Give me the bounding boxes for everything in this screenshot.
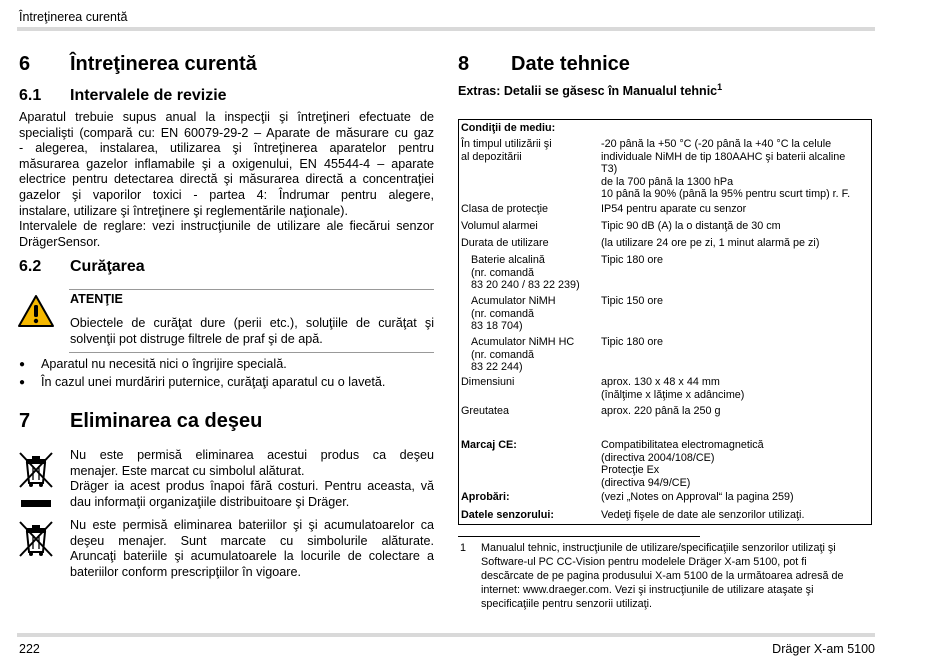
section-6-number: 6 (19, 53, 31, 75)
warning-bottom-rule (69, 352, 434, 353)
subtitle-text: Extras: Detalii se găsesc în Manualul tehnic (458, 84, 718, 99)
paragraph-line: Aruncaţi bateriile şi acumulatoarele la locurile de colectare a (70, 549, 434, 564)
alarm-label: Volumul alarmei (461, 220, 538, 232)
nimh-hc-value: Tipic 180 ore (601, 336, 664, 348)
product-name: Dräger X-am 5100 (772, 642, 875, 656)
warning-text (70, 316, 434, 347)
nimh-value: Tipic 150 ore (601, 295, 664, 307)
paragraph-line: măsurarea gazelor inflamabile şi a oxigenului, EN 45544-4 – aparate (19, 156, 434, 171)
paragraph-line: Nu este permisă eliminarea bateriilor şi şi acumulatoarelor ca (70, 518, 434, 532)
value-line: (directiva 2004/108/CE) (601, 451, 715, 464)
value-line: 10 până la 90% (până la 95% pentru scurt timp) r. F. (601, 188, 851, 201)
label-line: (nr. comandă (471, 307, 535, 320)
weight-label: Greutatea (461, 405, 510, 417)
nimh-hc-label (471, 336, 574, 374)
label-line: Acumulator NiMH (471, 295, 556, 307)
footnote-line: Software-ul PC CC-Vision pentru modelele Dräger X-am 5100, pot fi (481, 556, 807, 568)
bullet-item: Aparatul nu necesită nici o îngrijire specială. (41, 357, 287, 371)
value-line: Protecţie Ex (601, 464, 660, 477)
paragraph-line: DrägerSensor. (19, 234, 101, 249)
disposal-text-2 (70, 518, 434, 580)
protection-value: IP54 pentru aparate cu senzor (601, 203, 747, 215)
label-line: 83 18 704) (471, 320, 523, 333)
footnote-ref[interactable]: 1 (717, 82, 723, 92)
footnote-line: specificaţiile pentru senzorii utilizaţi. (481, 598, 653, 610)
section-6-2-number: 6.2 (19, 258, 42, 275)
ce-value (601, 439, 764, 489)
footnote-line: Manualul tehnic, instrucţiunile de utilizare/specificaţiile senzorilor utilizaţi şi (481, 542, 836, 554)
page-number: 222 (19, 642, 40, 656)
storage-value (601, 138, 850, 201)
alarm-value: Tipic 90 dB (A) la o distanţă de 30 cm (601, 220, 781, 232)
footer-rule (17, 633, 875, 637)
value-line: (înălţime x lăţime x adâncime) (601, 388, 745, 401)
paragraph-line: instalare, utilizare şi întreţinere şi reglementările naţionale). (19, 203, 348, 218)
paragraph-line: Nu este permisă eliminarea acestui produs ca deşeu (70, 448, 434, 462)
label-line: al depozitării (461, 150, 522, 163)
section-6-1-text (19, 110, 434, 250)
section-8-title: Date tehnice (511, 53, 630, 75)
env-header: Condiţii de mediu: (461, 122, 556, 134)
label-line: (nr. comandă (471, 266, 535, 279)
paragraph-line: menajer. Este marcat cu simbolul alăturat. (70, 463, 305, 478)
value-line: T3) (601, 163, 618, 176)
crossed-bin-icon (17, 450, 55, 490)
paragraph-line: Dräger ia acest produs înapoi fără costuri. Pentru aceasta, vă (70, 479, 434, 494)
footnote-line: internet: www.draeger.com. Vezi şi instrucţiunile de utilizare ataşate şi (481, 584, 814, 596)
footnote-rule (458, 536, 700, 537)
nimh-label (471, 295, 556, 333)
alkaline-label (471, 254, 580, 292)
section-8-number: 8 (458, 53, 470, 75)
duration-value: (la utilizare 24 ore pe zi, 1 minut alarmă pe zi) (601, 237, 820, 249)
label-line: (nr. comandă (471, 348, 535, 361)
value-line: de la 700 până la 1300 hPa (601, 175, 734, 188)
alkaline-value: Tipic 180 ore (601, 254, 664, 266)
section-7-number: 7 (19, 410, 31, 432)
label-line: 83 20 240 / 83 22 239) (471, 279, 580, 292)
technical-data-table (458, 119, 872, 525)
label-line: În timpul utilizării şi (461, 138, 552, 150)
warning-top-rule (69, 289, 434, 290)
warning-title: ATENŢIE (70, 292, 123, 306)
section-7-title: Eliminarea ca deşeu (70, 410, 263, 432)
warning-line: Obiectele de curăţat dure (perii etc.), soluţiile de curăţat şi (70, 316, 434, 330)
bullet-icon: ● (19, 359, 26, 370)
paragraph-line: specialişti (compară cu: EN 60079-29-2 – Aparate de măsurare cu gaz (19, 125, 434, 140)
weee-date-bar (21, 500, 51, 507)
dimensions-value (601, 376, 744, 401)
sensor-data-label: Datele senzorului: (461, 509, 554, 521)
paragraph-line: Aparatul trebuie supus anual la inspecţii şi întreţineri efectuate de (19, 110, 434, 124)
sensor-data-value: Vedeţi fişele de date ale senzorilor utilizaţi. (601, 509, 805, 521)
paragraph-line: - alegerea, instalarea, utilizarea şi întreţinerea aparatelor pentru (19, 141, 434, 156)
paragraph-line: gazelor şi vaporilor toxici - partea 4: Îndrumar pentru alegere, (19, 187, 434, 202)
label-line: Acumulator NiMH HC (471, 336, 575, 348)
value-line: -20 până la +50 °C (-20 până la +40 °C la celule (601, 138, 832, 150)
crossed-battery-bin-icon (17, 519, 55, 559)
section-6-title: Întreţinerea curentă (70, 53, 257, 75)
footnote-number: 1 (460, 542, 467, 554)
section-6-1-number: 6.1 (19, 87, 42, 104)
paragraph-line: dau informaţii organizaţiile distribuitoare şi Dräger. (70, 494, 350, 509)
value-line: (directiva 94/9/CE) (601, 476, 691, 489)
approvals-value[interactable]: (vezi „Notes on Approval“ la pagina 259) (601, 491, 794, 503)
footnote-text (481, 541, 876, 611)
label-line: 83 22 244) (471, 361, 523, 374)
bullet-icon: ● (19, 377, 26, 388)
technical-data-subtitle (458, 82, 722, 98)
section-6-1-title: Intervalele de revizie (70, 87, 227, 104)
weight-value: aprox. 220 până la 250 g (601, 405, 721, 417)
running-header: Întreţinerea curentă (19, 10, 128, 24)
dimensions-label: Dimensiuni (461, 376, 515, 388)
warning-line: solvenţii pot distruge filtrele de praf şi de apă. (70, 331, 323, 346)
ce-label: Marcaj CE: (461, 439, 517, 451)
section-6-2-title: Curăţarea (70, 258, 145, 275)
disposal-text-1 (70, 448, 434, 510)
value-line: Compatibilitatea electromagnetică (601, 439, 764, 451)
value-line: individuale NiMH de tip 180AAHC şi baterii alcaline (601, 150, 846, 163)
header-rule (17, 27, 875, 31)
protection-label: Clasa de protecţie (461, 203, 549, 215)
paragraph-line: Intervalele de reglare: vezi instrucţiunile de utilizare ale fiecărui senzor (19, 219, 434, 234)
bullet-item: În cazul unei murdăriri puternice, curăţaţi aparatul cu o lavetă. (41, 375, 386, 389)
label-line: Baterie alcalină (471, 254, 545, 266)
approvals-label: Aprobări: (461, 491, 510, 503)
paragraph-line: bateriilor conform prescripţiilor în vigoare. (70, 564, 301, 579)
paragraph-line: electrice pentru detectarea directă şi măsurarea directă a concentraţiei (19, 172, 434, 187)
footnote-line: descărcate de pe pagina produsului X-am 5100 de la următoarea adresă de (481, 570, 844, 582)
storage-label (461, 138, 552, 163)
warning-icon (17, 294, 55, 328)
duration-label: Durata de utilizare (461, 237, 549, 249)
paragraph-line: deşeu menajer. Sunt marcate cu simbolurile alăturate. (70, 533, 434, 548)
value-line: aprox. 130 x 48 x 44 mm (601, 376, 720, 388)
